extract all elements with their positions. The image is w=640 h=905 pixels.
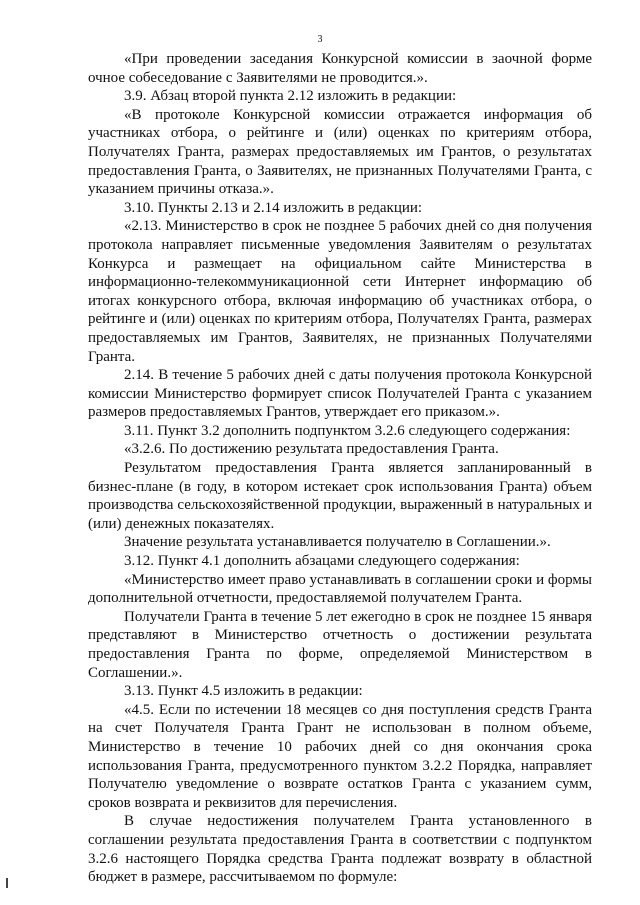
paragraph-clause-4-5: «4.5. Если по истечении 18 месяцев со дня поступления средств Гранта на счет Получателя Гранта Грант не использован в полном объеме, Министерство в течение 10 рабочих дней со дня окончания срока использования Гранта, предусмотренного пунктом 3.2.2 Порядка, направляет Получателю уведомление о возврате остатков Гранта с указанием сумм, сроков возврата и реквизитов для перечисления. (88, 701, 592, 811)
paragraph-annual-reporting: Получатели Гранта в течение 5 лет ежегодно в срок не позднее 15 января представляют в Министерство отчетность о достижении результата предоставления Гранта по форме, определяемой Министерством в Соглашении.». (88, 608, 592, 681)
paragraph-amendment-3-12: 3.12. Пункт 4.1 дополнить абзацами следующего содержания: (124, 553, 520, 570)
paragraph-amendment-3-10: 3.10. Пункты 2.13 и 2.14 изложить в редакции: (124, 199, 423, 216)
page-number: 3 (317, 34, 323, 45)
paragraph-grant-result: Результатом предоставления Гранта является запланированный в бизнес-плане (в году, в котором истекает срок использования Гранта) объем производства сельскохозяйственной продукции, выраженный в натуральных и (или) денежных показателях. (88, 460, 592, 532)
paragraph-amendment-3-9: 3.9. Абзац второй пункта 2.12 изложить в редакции: (124, 88, 457, 105)
paragraph-clause-2-14: 2.14. В течение 5 рабочих дней с даты получения протокола Конкурсной комиссии Министерство формирует список Получателей Гранта с указанием размеров предоставляемых Грантов, утверждает его приказом.». (88, 367, 592, 421)
paragraph-clause-2-13: «2.13. Министерство в срок не позднее 5 рабочих дней со дня получения протокола направляет письменные уведомления Заявителям о результатах Конкурса и размещает на официальном сайте Министерства в информационно-телекоммуникационной сети Интернет информацию об итогах конкурсного отбора, включая информацию об участниках отбора, о рейтинге и (или) оценках по критериям отбора, Получателях Гранта, размерах предоставляемых им Грантов, Заявителях, не признанных Получателями Гранта. (88, 218, 592, 365)
document-body (88, 50, 592, 887)
paragraph-additional-reporting: «Министерство имеет право устанавливать в соглашении сроки и формы дополнительной отчетности, предоставляемой получателем Гранта. (88, 571, 592, 607)
paragraph-result-value: Значение результата устанавливается получателю в Соглашении.». (124, 534, 551, 551)
paragraph-amendment-3-11: 3.11. Пункт 3.2 дополнить подпунктом 3.2.6 следующего содержания: (124, 422, 571, 439)
paragraph-amendment-3-13: 3.13. Пункт 4.5 изложить в редакции: (124, 683, 363, 700)
scan-edge-mark (6, 878, 8, 888)
paragraph-absentee-meeting: «При проведении заседания Конкурсной комиссии в заочной форме очное собеседование с Заявителями не проводится.». (88, 51, 592, 86)
paragraph-protocol-contents: «В протоколе Конкурсной комиссии отражается информация об участниках отбора, о рейтинге и (или) оценках по критериям отбора, Получателях Гранта, размерах предоставляемых им Грантов, о результатах предоставления Гранта, о Заявителях, не признанных Получателями Гранта, с указанием причины отказа.». (88, 106, 592, 198)
paragraph-refund-condition: В случае недостижения получателем Гранта установленного в соглашении результата предоставления Гранта в соответствии с подпунктом 3.2.6 настоящего Порядка средства Гранта подлежат возврату в областной бюджет в размере, рассчитываемом по формуле: (88, 813, 592, 886)
paragraph-clause-3-2-6: «3.2.6. По достижению результата предоставления Гранта. (124, 441, 499, 458)
